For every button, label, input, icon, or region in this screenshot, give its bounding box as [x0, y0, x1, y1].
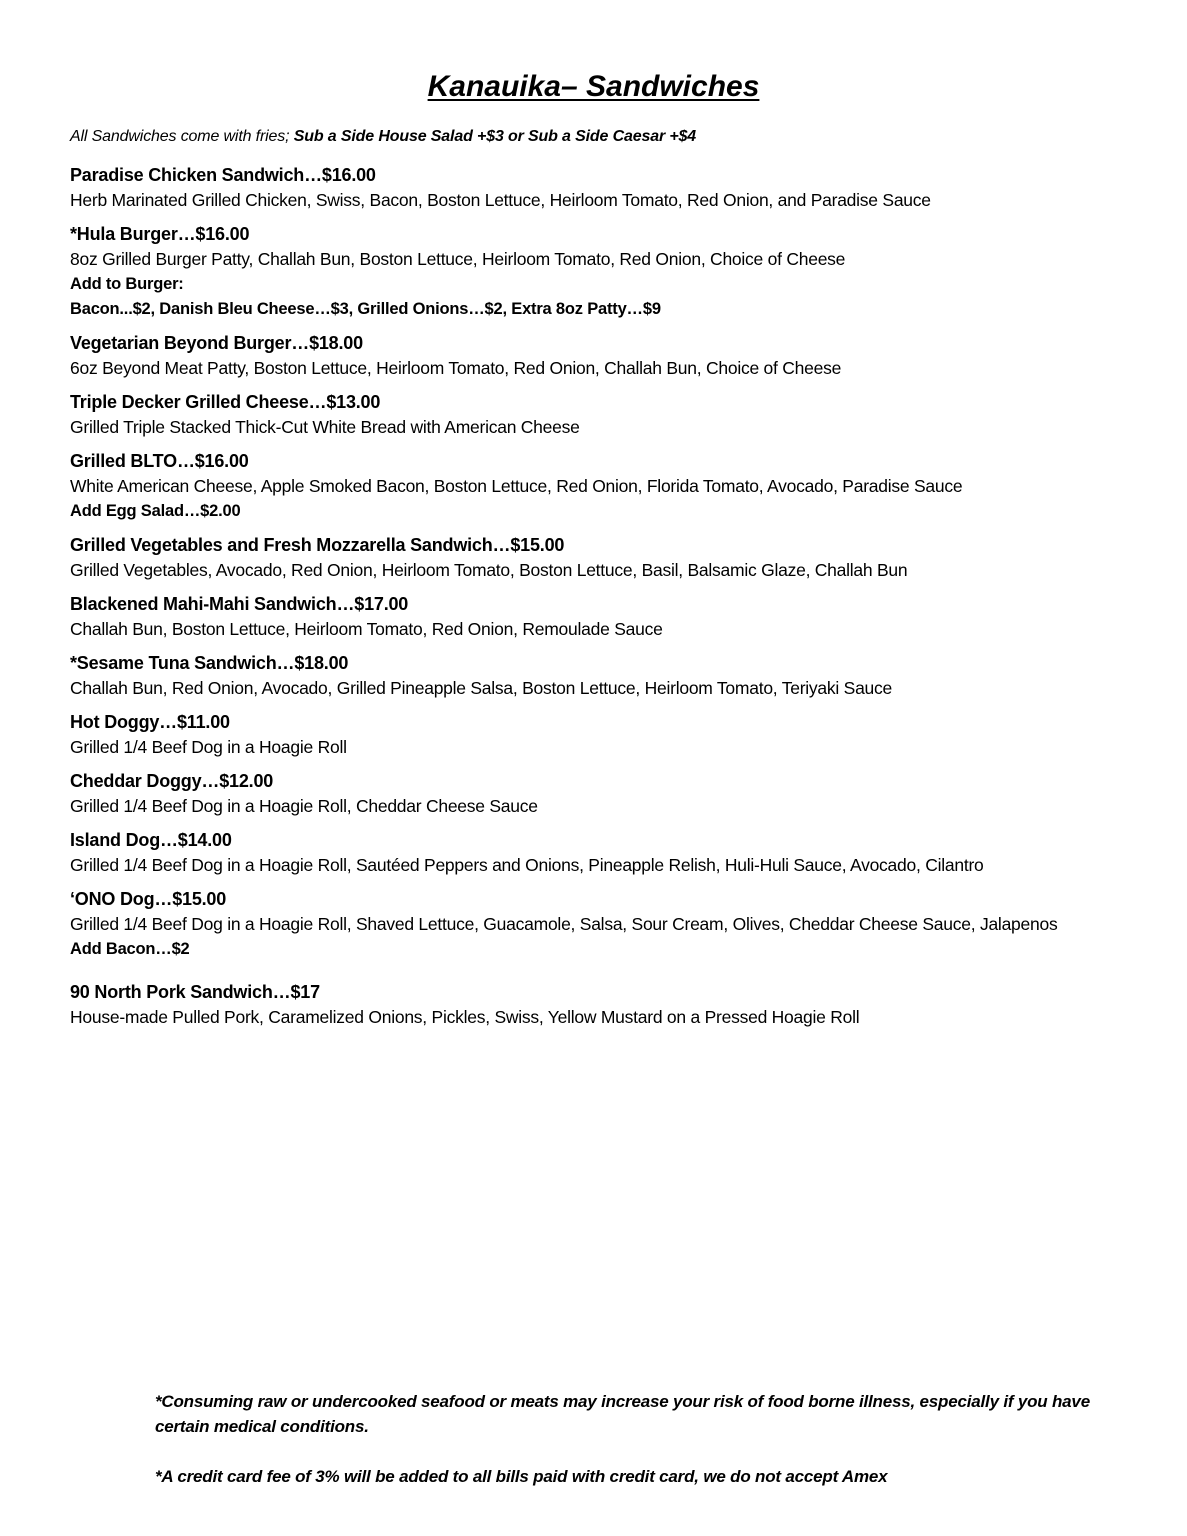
- raw-food-warning: *Consuming raw or undercooked seafood or meats may increase your risk of food borne illness, especially if you have certain medical conditions.: [155, 1392, 1090, 1436]
- item-description: House-made Pulled Pork, Caramelized Onions, Pickles, Swiss, Yellow Mustard on a Pressed Hoagie Roll: [70, 1007, 860, 1027]
- menu-list: [70, 163, 1150, 1039]
- item-description: White American Cheese, Apple Smoked Bacon, Boston Lettuce, Red Onion, Florida Tomato, Avocado, Paradise Sauce: [70, 476, 963, 496]
- menu-item: [70, 449, 1150, 524]
- menu-item: [70, 390, 1150, 440]
- item-name: Blackened Mahi-Mahi Sandwich…$17.00: [70, 594, 409, 614]
- item-description: Grilled 1/4 Beef Dog in a Hoagie Roll, Shaved Lettuce, Guacamole, Salsa, Sour Cream, Olives, Cheddar Cheese Sauce, Jalapenos: [70, 914, 1058, 934]
- item-addon-title: Add to Burger:: [70, 275, 184, 293]
- item-description: Grilled Vegetables, Avocado, Red Onion, Heirloom Tomato, Boston Lettuce, Basil, Balsamic Glaze, Challah Bun: [70, 560, 908, 580]
- menu-item: [70, 828, 1150, 878]
- item-addon: Bacon...$2, Danish Bleu Cheese…$3, Grilled Onions…$2, Extra 8oz Patty…$9: [70, 300, 661, 318]
- item-description: Challah Bun, Boston Lettuce, Heirloom Tomato, Red Onion, Remoulade Sauce: [70, 619, 663, 639]
- item-description: Grilled 1/4 Beef Dog in a Hoagie Roll: [70, 737, 347, 757]
- menu-item: [70, 533, 1150, 583]
- item-addon: Add Egg Salad…$2.00: [70, 502, 241, 520]
- item-addon: Add Bacon…$2: [70, 940, 190, 958]
- item-description: Grilled 1/4 Beef Dog in a Hoagie Roll, Cheddar Cheese Sauce: [70, 796, 538, 816]
- item-name: Grilled BLTO…$16.00: [70, 451, 249, 471]
- item-description: Herb Marinated Grilled Chicken, Swiss, Bacon, Boston Lettuce, Heirloom Tomato, Red Onion, and Paradise Sauce: [70, 190, 931, 210]
- menu-item: [70, 651, 1150, 701]
- menu-item: [70, 769, 1150, 819]
- item-description: Grilled Triple Stacked Thick-Cut White Bread with American Cheese: [70, 417, 580, 437]
- menu-item: [70, 980, 1150, 1030]
- page-title: Kanauika– Sandwiches: [427, 70, 760, 103]
- item-description: Challah Bun, Red Onion, Avocado, Grilled Pineapple Salsa, Boston Lettuce, Heirloom Tomato, Teriyaki Sauce: [70, 678, 893, 698]
- menu-item: [70, 331, 1150, 381]
- menu-item: [70, 163, 1150, 213]
- item-name: Hot Doggy…$11.00: [70, 712, 230, 732]
- credit-card-note: *A credit card fee of 3% will be added to all bills paid with credit card, we do not accept Amex: [155, 1467, 888, 1486]
- item-name: Vegetarian Beyond Burger…$18.00: [70, 333, 363, 353]
- intro-prefix: All Sandwiches come with fries;: [70, 128, 294, 145]
- item-description: 6oz Beyond Meat Patty, Boston Lettuce, Heirloom Tomato, Red Onion, Challah Bun, Choice of Cheese: [70, 358, 842, 378]
- item-name: Grilled Vegetables and Fresh Mozzarella Sandwich…$15.00: [70, 535, 565, 555]
- item-name: 90 North Pork Sandwich…$17: [70, 982, 320, 1002]
- item-name: Island Dog…$14.00: [70, 830, 232, 850]
- item-name: *Sesame Tuna Sandwich…$18.00: [70, 653, 349, 673]
- menu-item: [70, 710, 1150, 760]
- item-name: Triple Decker Grilled Cheese…$13.00: [70, 392, 381, 412]
- item-description: 8oz Grilled Burger Patty, Challah Bun, Boston Lettuce, Heirloom Tomato, Red Onion, Choice of Cheese: [70, 249, 846, 269]
- intro-line: [70, 128, 696, 146]
- item-description: Grilled 1/4 Beef Dog in a Hoagie Roll, Sautéed Peppers and Onions, Pineapple Relish, Huli-Huli Sauce, Avocado, Cilantro: [70, 855, 984, 875]
- item-name: ‘ONO Dog…$15.00: [70, 889, 227, 909]
- menu-item: [70, 592, 1150, 642]
- footer-notes: [155, 1389, 1120, 1489]
- menu-item: [70, 222, 1150, 322]
- intro-side-options: Sub a Side House Salad +$3 or Sub a Side Caesar +$4: [293, 128, 697, 145]
- menu-item: [70, 887, 1150, 962]
- item-name: Paradise Chicken Sandwich…$16.00: [70, 165, 376, 185]
- item-name: *Hula Burger…$16.00: [70, 224, 250, 244]
- item-name: Cheddar Doggy…$12.00: [70, 771, 274, 791]
